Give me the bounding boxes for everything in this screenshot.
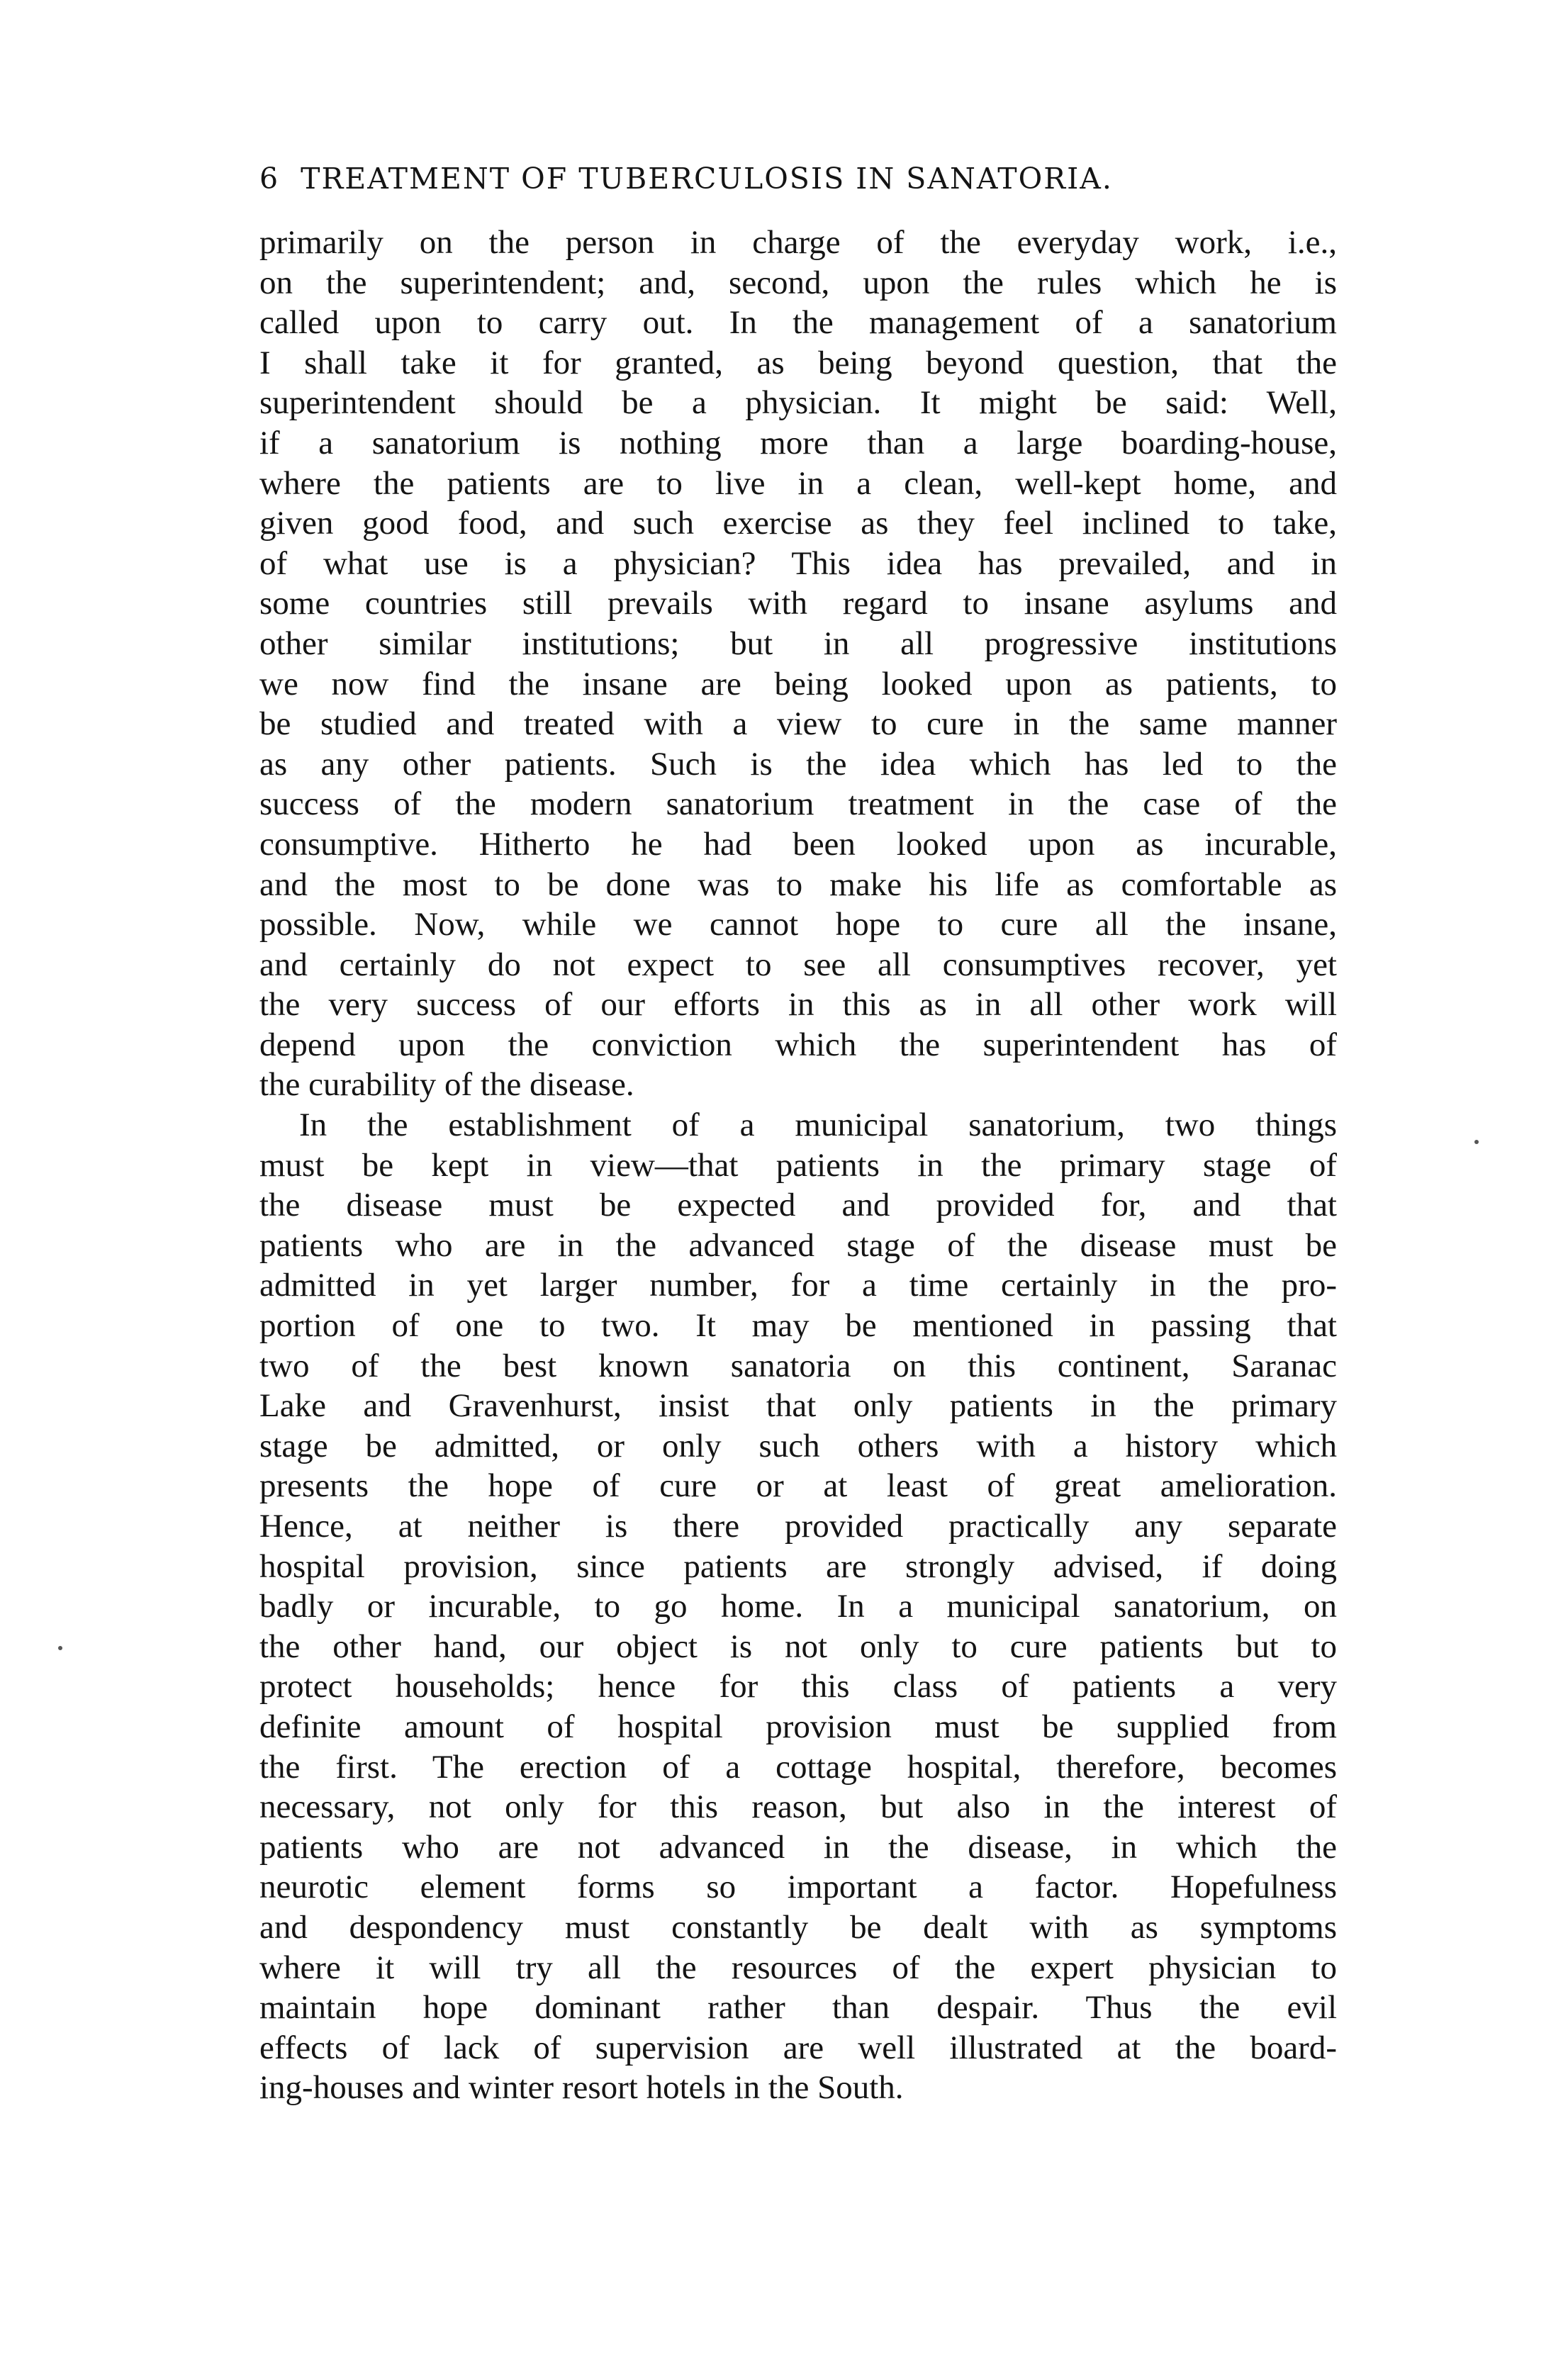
text-line: we now find the insane are being looked upon as patients, to	[259, 665, 1337, 702]
text-line: protect households; hence for this class of patients a very	[259, 1668, 1337, 1705]
text-line: as any other patients. Such is the idea which has led to the	[259, 745, 1337, 783]
paragraph-2	[259, 1105, 1337, 2108]
text-line: and despondency must constantly be dealt with as symptoms	[259, 1908, 1337, 1946]
running-title: TREATMENT OF TUBERCULOSIS IN SANATORIA.	[301, 162, 1113, 196]
text-line: the other hand, our object is not only to cure patients but to	[259, 1628, 1337, 1665]
body-text	[259, 223, 1337, 2108]
text-line: Hence, at neither is there provided practically any separate	[259, 1508, 1337, 1545]
text-line: other similar institutions; but in all progressive institutions	[259, 624, 1337, 662]
running-head	[259, 162, 1337, 211]
text-line: presents the hope of cure or at least of great amelioration.	[259, 1467, 1337, 1505]
text-line: admitted in yet larger number, for a time certainly in the pro-	[259, 1267, 1337, 1304]
text-line: where the patients are to live in a clean, well-kept home, and	[259, 464, 1337, 502]
text-line: the disease must be expected and provided for, and that	[259, 1187, 1337, 1224]
margin-speck	[58, 1646, 62, 1650]
text-line: ing-houses and winter resort hotels in the South.	[259, 2069, 904, 2107]
text-line: hospital provision, since patients are strongly advised, if doing	[259, 1547, 1337, 1585]
text-line: must be kept in view—that patients in the primary stage of	[259, 1146, 1337, 1184]
text-line: where it will try all the resources of the expert physician to	[259, 1949, 1337, 1986]
text-line: primarily on the person in charge of the everyday work, i.e.,	[259, 224, 1337, 261]
text-line: the very success of our efforts in this as in all other work will	[259, 986, 1337, 1024]
text-line: definite amount of hospital provision must be supplied from	[259, 1708, 1337, 1745]
page-number: 6	[259, 162, 280, 196]
text-line: given good food, and such exercise as they feel inclined to take,	[259, 505, 1337, 542]
text-line: be studied and treated with a view to cure in the same manner	[259, 705, 1337, 743]
text-line: maintain hope dominant rather than despair. Thus the evil	[259, 1989, 1337, 2027]
text-line: the first. The erection of a cottage hospital, therefore, becomes	[259, 1748, 1337, 1786]
text-line: some countries still prevails with regard to insane asylums and	[259, 585, 1337, 622]
text-line: effects of lack of supervision are well illustrated at the board-	[259, 2029, 1337, 2066]
text-line: superintendent should be a physician. It might be said: Well,	[259, 384, 1337, 422]
text-line: Lake and Gravenhurst, insist that only patients in the primary	[259, 1387, 1337, 1425]
text-line: patients who are in the advanced stage of the disease must be	[259, 1226, 1337, 1264]
paragraph-1	[259, 223, 1337, 1105]
text-line: and certainly do not expect to see all consumptives recover, yet	[259, 946, 1337, 983]
text-line: on the superintendent; and, second, upon the rules which he is	[259, 264, 1337, 301]
text-line: neurotic element forms so important a factor. Hopefulness	[259, 1869, 1337, 1906]
text-line: possible. Now, while we cannot hope to cure all the insane,	[259, 906, 1337, 943]
text-line: consumptive. Hitherto he had been looked upon as incurable,	[259, 825, 1337, 863]
text-line: the curability of the disease.	[259, 1066, 634, 1104]
text-line: necessary, not only for this reason, but also in the interest of	[259, 1788, 1337, 1826]
text-line: I shall take it for granted, as being beyond question, that the	[259, 344, 1337, 381]
text-line: stage be admitted, or only such others with a history which	[259, 1427, 1337, 1464]
text-line: portion of one to two. It may be mentioned in passing that	[259, 1307, 1337, 1345]
text-line: patients who are not advanced in the disease, in which the	[259, 1828, 1337, 1866]
margin-speck	[1474, 1140, 1479, 1144]
text-line: In the establishment of a municipal sanatorium, two things	[299, 1107, 1337, 1144]
text-line: success of the modern sanatorium treatment in the case of the	[259, 785, 1337, 823]
text-line: of what use is a physician? This idea has prevailed, and in	[259, 544, 1337, 582]
text-line: if a sanatorium is nothing more than a large boarding-house,	[259, 424, 1337, 461]
text-line: badly or incurable, to go home. In a municipal sanatorium, on	[259, 1588, 1337, 1625]
text-line: depend upon the conviction which the superintendent has of	[259, 1026, 1337, 1063]
text-line: and the most to be done was to make his life as comfortable as	[259, 866, 1337, 903]
text-line: called upon to carry out. In the management of a sanatorium	[259, 304, 1337, 342]
text-line: two of the best known sanatoria on this continent, Saranac	[259, 1347, 1337, 1384]
